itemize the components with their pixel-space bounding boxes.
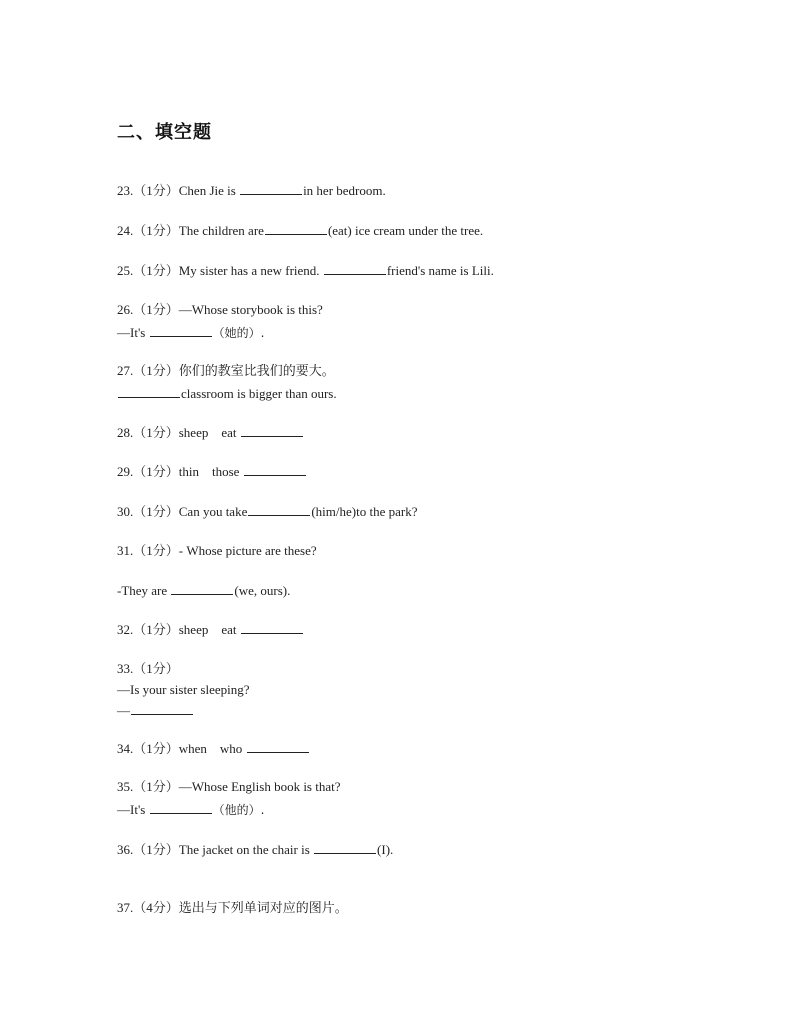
question-35-prompt: 35.（1分）—Whose English book is that? xyxy=(117,779,341,794)
answer-blank[interactable] xyxy=(118,385,180,398)
question-29: 29.（1分）thin those xyxy=(117,463,307,480)
question-33-answer: — xyxy=(117,702,194,719)
answer-blank[interactable] xyxy=(240,182,302,195)
question-23: 23.（1分）Chen Jie is in her bedroom. xyxy=(117,183,386,198)
question-26-prompt: 26.（1分）—Whose storybook is this? xyxy=(117,302,323,317)
question-31-answer: -They are (we, ours). xyxy=(117,583,291,598)
answer-blank[interactable] xyxy=(150,801,212,814)
answer-blank[interactable] xyxy=(314,841,376,854)
question-34: 34.（1分）when who xyxy=(117,740,310,757)
question-36: 36.（1分）The jacket on the chair is (I). xyxy=(117,842,394,857)
section-title: 二、填空题 xyxy=(117,122,212,143)
question-33-question: —Is your sister sleeping? xyxy=(117,682,250,697)
question-31-prompt: 31.（1分）- Whose picture are these? xyxy=(117,543,317,558)
question-27-prompt: 27.（1分）你们的教室比我们的要大。 xyxy=(117,363,335,378)
question-25: 25.（1分）My sister has a new friend. friend's name is Lili. xyxy=(117,263,494,278)
question-30: 30.（1分）Can you take (him/he)to the park? xyxy=(117,504,418,519)
question-37-prompt: 37.（4分）选出与下列单词对应的图片。 xyxy=(117,900,348,915)
question-24: 24.（1分）The children are (eat) ice cream under the tree. xyxy=(117,223,484,238)
answer-blank[interactable] xyxy=(244,463,306,476)
answer-blank[interactable] xyxy=(131,702,193,715)
answer-blank[interactable] xyxy=(241,424,303,437)
answer-blank[interactable] xyxy=(241,621,303,634)
answer-blank[interactable] xyxy=(150,324,212,337)
answer-blank[interactable] xyxy=(171,582,233,595)
question-35-answer: —It's （他的）. xyxy=(117,802,265,817)
question-26-answer: —It's （她的）. xyxy=(117,325,265,340)
answer-blank[interactable] xyxy=(247,740,309,753)
question-33-prompt: 33.（1分） xyxy=(117,661,179,676)
question-32: 32.（1分）sheep eat xyxy=(117,621,304,638)
question-27-answer: classroom is bigger than ours. xyxy=(117,385,337,402)
question-28: 28.（1分）sheep eat xyxy=(117,424,304,441)
answer-blank[interactable] xyxy=(248,503,310,516)
answer-blank[interactable] xyxy=(265,222,327,235)
answer-blank[interactable] xyxy=(324,262,386,275)
